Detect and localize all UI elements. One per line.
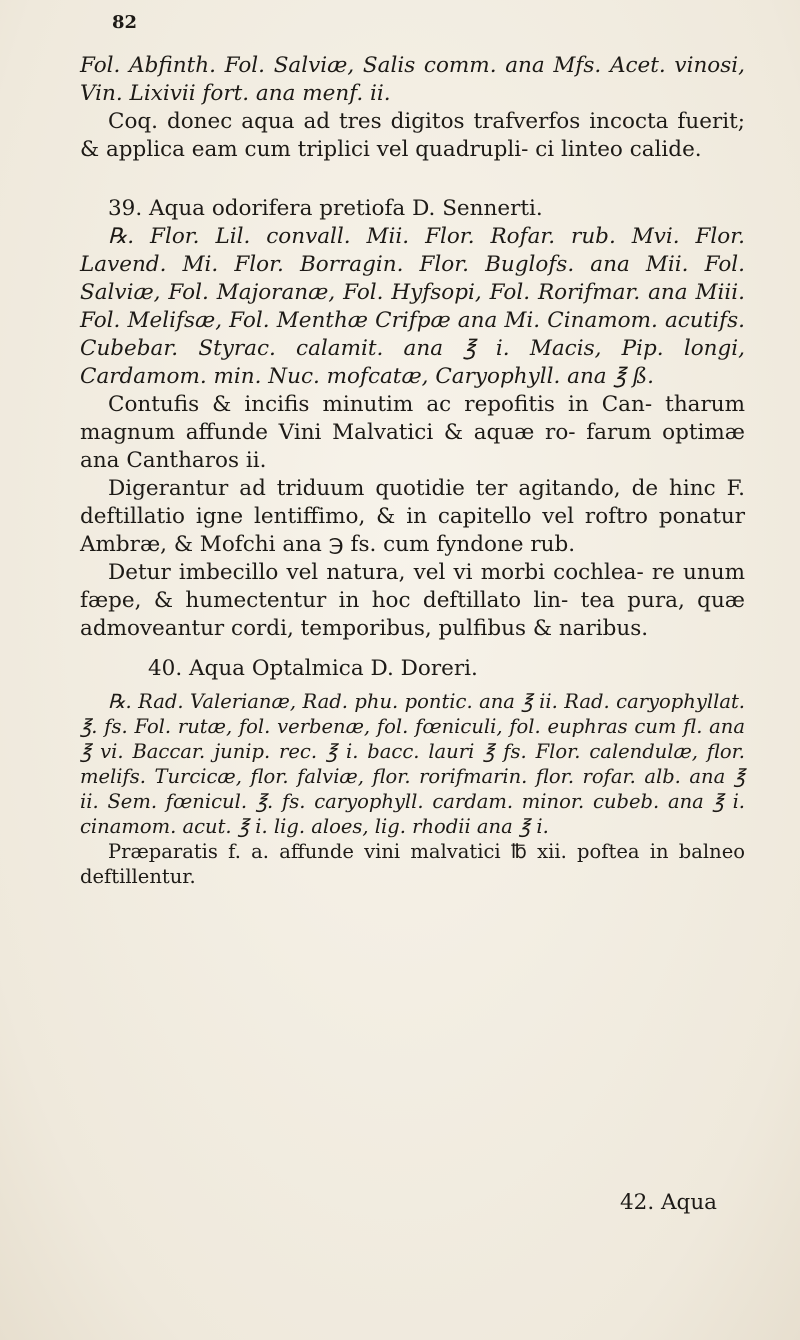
recipe-39: [80, 195, 745, 643]
recipe-39-para-3: Detur imbecillo vel natura, vel vi morbi cochlea- re unum fæpe, & humectentur in hoc deftillato lin- tea pura, quæ admoveantur cordi, temporibus, pulfibus & naribus.: [80, 560, 745, 641]
recipe-40-para-1: Præparatis f. a. affunde vini malvatici ℔ xii. poftea in balneo deftillentur.: [80, 840, 745, 888]
recipe-39-para-2: Digerantur ad triduum quotidie ter agitando, de hinc F. deftillatio igne lentiffimo, & in capitello vel roftro ponatur Ambræ, & Mofchi ana ℈ fs. cum fyndone rub.: [80, 476, 745, 557]
recipe-40: [80, 655, 745, 889]
intro-block: [80, 52, 745, 164]
recipe-39-ingredients: ℞. Flor. Lil. convall. Mii. Flor. Rofar. rub. Mvi. Flor. Lavend. Mi. Flor. Borragin. Flor. Buglofs. ana Mii. Fol. Salviæ, Fol. Majoranæ, Fol. Hyfsopi, Fol. Rorifmar. ana Miii. Fol. Melifsæ, Fol. Menthæ Crifpæ ana Mi. Cinamom. acutifs. Cubebar. Styrac. calamit. ana ℥ i. Macis, Pip. longi, Cardamom. min. Nuc. mofcatæ, Caryophyll. ana ℥ ß.: [80, 224, 745, 389]
catchword: 42. Aqua: [620, 1190, 717, 1215]
recipe-39-title: 39. Aqua odorifera pretiofa D. Sennerti.: [108, 196, 543, 221]
intro-body: Coq. donec aqua ad tres digitos trafverfos incocta fuerit; & applica eam cum triplici vel quadrupli- ci linteo calide.: [80, 109, 745, 162]
recipe-39-para-1: Contufis & incifis minutim ac repofitis in Can- tharum magnum affunde Vini Malvatici & aquæ ro- farum optimæ ana Cantharos ii.: [80, 392, 745, 473]
page-number: 82: [112, 12, 138, 33]
intro-head-line: Fol. Abfinth. Fol. Salviæ, Salis comm. ana Mfs. Acet. vinosi, Vin. Lixivii fort. ana menf. ii.: [80, 53, 745, 106]
recipe-40-title: 40. Aqua Optalmica D. Doreri.: [148, 656, 478, 681]
recipe-40-ingredients: ℞. Rad. Valerianæ, Rad. phu. pontic. ana ℥ ii. Rad. caryophyllat. ℥. fs. Fol. rutæ, fol. verbenæ, fol. fœniculi, fol. euphras cum fl. ana ℥ vi. Baccar. junip. rec. ℥ i. bacc. lauri ℥ fs. Flor. calendulæ, flor. melifs. Turcicæ, flor. falviæ, flor. rorifmarin. flor. rofar. alb. ana ℥ ii. Sem. fœnicul. ℥. fs. caryophyll. cardam. minor. cubeb. ana ℥ i. cinamom. acut. ℥ i. lig. aloes, lig. rhodii ana ℥ i.: [80, 690, 745, 838]
